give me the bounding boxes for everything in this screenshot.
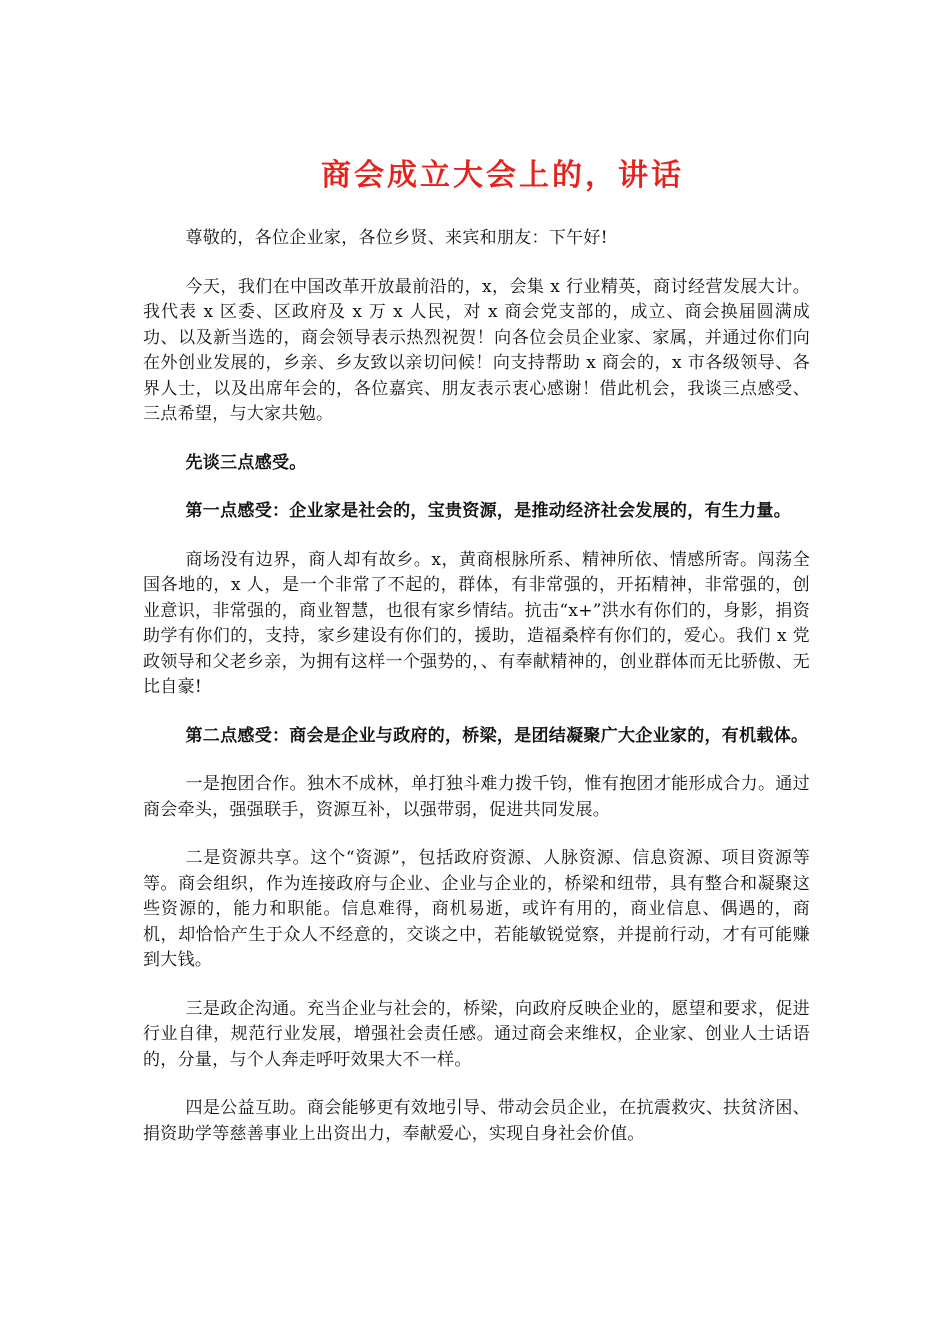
paragraph-greeting: 尊敬的，各位企业家，各位乡贤、来宾和朋友：下午好!	[185, 228, 608, 248]
heading-feeling-one: 第一点感受：企业家是社会的，宝贵资源，是推动经济社会发展的，有生力量。	[185, 501, 791, 521]
document-body	[143, 226, 810, 1170]
heading-three-feelings: 先谈三点感受。	[185, 452, 307, 473]
paragraph-cooperation: 一是抱团合作。独木不成林，单打独斗难力拨千钧，惟有抱团才能形成合力。通过商会牵头，强强联手，资源互补，以强带弱，促进共同发展。	[143, 774, 810, 820]
paragraph-resource-sharing: 二是资源共享。这个“资源”，包括政府资源、人脉资源、信息资源、项目资源等等。商会组织，作为连接政府与企业、企业与企业的，桥梁和纽带，具有整合和凝聚这些资源的，能力和职能。信息难得，商机易逝，或许有用的，商业信息、偶遇的，商机，却恰恰产生于众人不经意的，交谈之中，若能敏锐觉察，并提前行动，才有可能赚到大钱。	[143, 848, 810, 970]
paragraph-gov-communication: 三是政企沟通。充当企业与社会的，桥梁，向政府反映企业的，愿望和要求，促进行业自律，规范行业发展，增强社会责任感。通过商会来维权，企业家、创业人士话语的，分量，与个人奔走呼吁效果大不一样。	[143, 998, 810, 1070]
paragraph-feeling-one: 商场没有边界，商人却有故乡。x，黄商根脉所系、精神所依、情感所寄。闯荡全国各地的，x 人，是一个非常了不起的，群体，有非常强的，开拓精神，非常强的，创业意识，非常强的，商业智慧，也很有家乡情结。抗击“x+”洪水有你们的，身影，捐资助学有你们的，支持，家乡建设有你们的，援助，造福桑梓有你们的，爱心。我们 x 党政领导和父老乡亲，为拥有这样一个强势的，、有奉献精神的，创业群体而无比骄傲、无比自豪!	[143, 549, 810, 697]
paragraph-opening: 今天，我们在中国改革开放最前沿的，x，会集 x 行业精英，商讨经营发展大计。我代表 x 区委、区政府及 x 万 x 人民，对 x 商会党支部的，成立、商会换届圆满成功、以及新当选的，商会领导表示热烈祝贺！向各位会员企业家、家属，并通过你们向在外创业发展的，乡亲、乡友致以亲切问候！向支持帮助 x 商会的，x 市各级领导、各界人士，以及出席年会的，各位嘉宾、朋友表示衷心感谢！借此机会，我谈三点感受、三点希望，与大家共勉。	[143, 276, 810, 424]
heading-feeling-two: 第二点感受：商会是企业与政府的，桥梁，是团结凝聚广大企业家的，有机载体。	[185, 725, 809, 746]
paragraph-public-welfare: 四是公益互助。商会能够更有效地引导、带动会员企业，在抗震救灾、扶贫济困、捐资助学等慈善事业上出资出力，奉献爱心，实现自身社会价值。	[143, 1098, 810, 1144]
document-title: 商会成立大会上的，讲话	[321, 158, 684, 193]
